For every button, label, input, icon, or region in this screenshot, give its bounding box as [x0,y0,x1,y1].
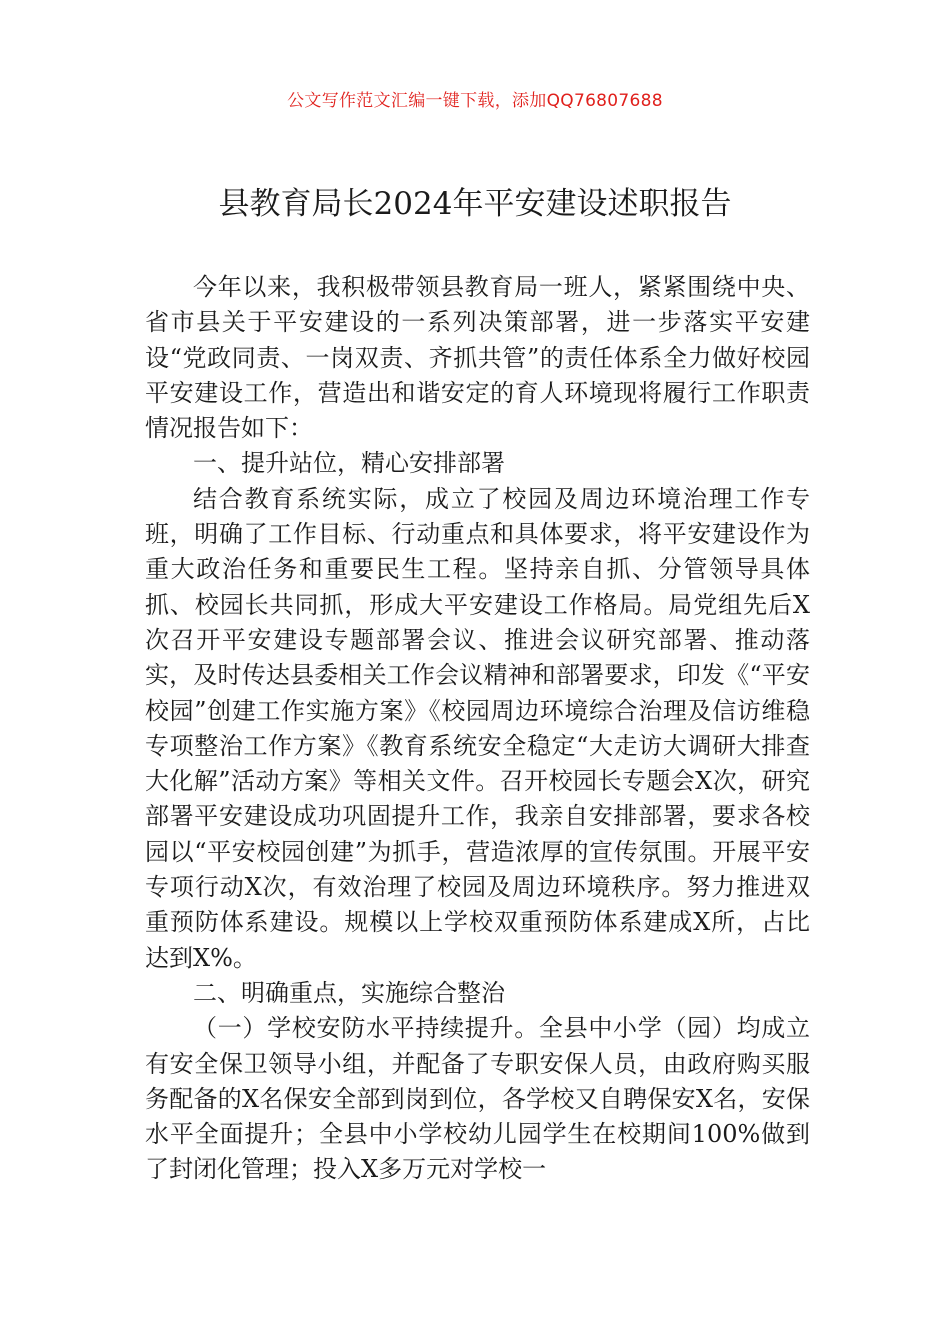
section-2-paragraph: （一）学校安防水平持续提升。全县中小学（园）均成立有安全保卫领导小组，并配备了专职安保人员，由政府购买服务配备的X名保安全部到岗到位，各学校又自聘保安X名，安保水平全面提升；全县中小学校幼儿园学生在校期间100%做到了封闭化管理；投入X多万元对学校一 [145,1014,810,1184]
intro-paragraph: 今年以来，我积极带领县教育局一班人，紧紧围绕中央、省市县关于平安建设的一系列决策部署，进一步落实平安建设“党政同责、一岗双责、齐抓共管”的责任体系全力做好校园平安建设工作，营造出和谐安定的育人环境现将履行工作职责情况报告如下： [145,273,810,443]
document-body [145,270,810,1188]
download-banner: 公文写作范文汇编一键下载，添加QQ76807688 [287,91,663,111]
section-1-paragraph: 结合教育系统实际，成立了校园及周边环境治理工作专班，明确了工作目标、行动重点和具体要求，将平安建设作为重大政治任务和重要民生工程。坚持亲自抓、分管领导具体抓、校园长共同抓，形成大平安建设工作格局。局党组先后X次召开平安建设专题部署会议、推进会议研究部署、推动落实，及时传达县委相关工作会议精神和部署要求，印发《“平安校园”创建工作实施方案》《校园周边环境综合治理及信访维稳专项整治工作方案》《教育系统安全稳定“大走访大调研大排查大化解”活动方案》等相关文件。召开校园长专题会X次，研究部署平安建设成功巩固提升工作，我亲自安排部署，要求各校园以“平安校园创建”为抓手，营造浓厚的宣传氛围。开展平安专项行动X次，有效治理了校园及周边环境秩序。努力推进双重预防体系建设。规模以上学校双重预防体系建成X所，占比达到X%。 [145,484,810,972]
document-title: 县教育局长2024年平安建设述职报告 [218,186,732,222]
section-heading-1: 一、提升站位，精心安排部署 [193,449,505,478]
section-heading-2: 二、明确重点，实施综合整治 [193,978,505,1007]
